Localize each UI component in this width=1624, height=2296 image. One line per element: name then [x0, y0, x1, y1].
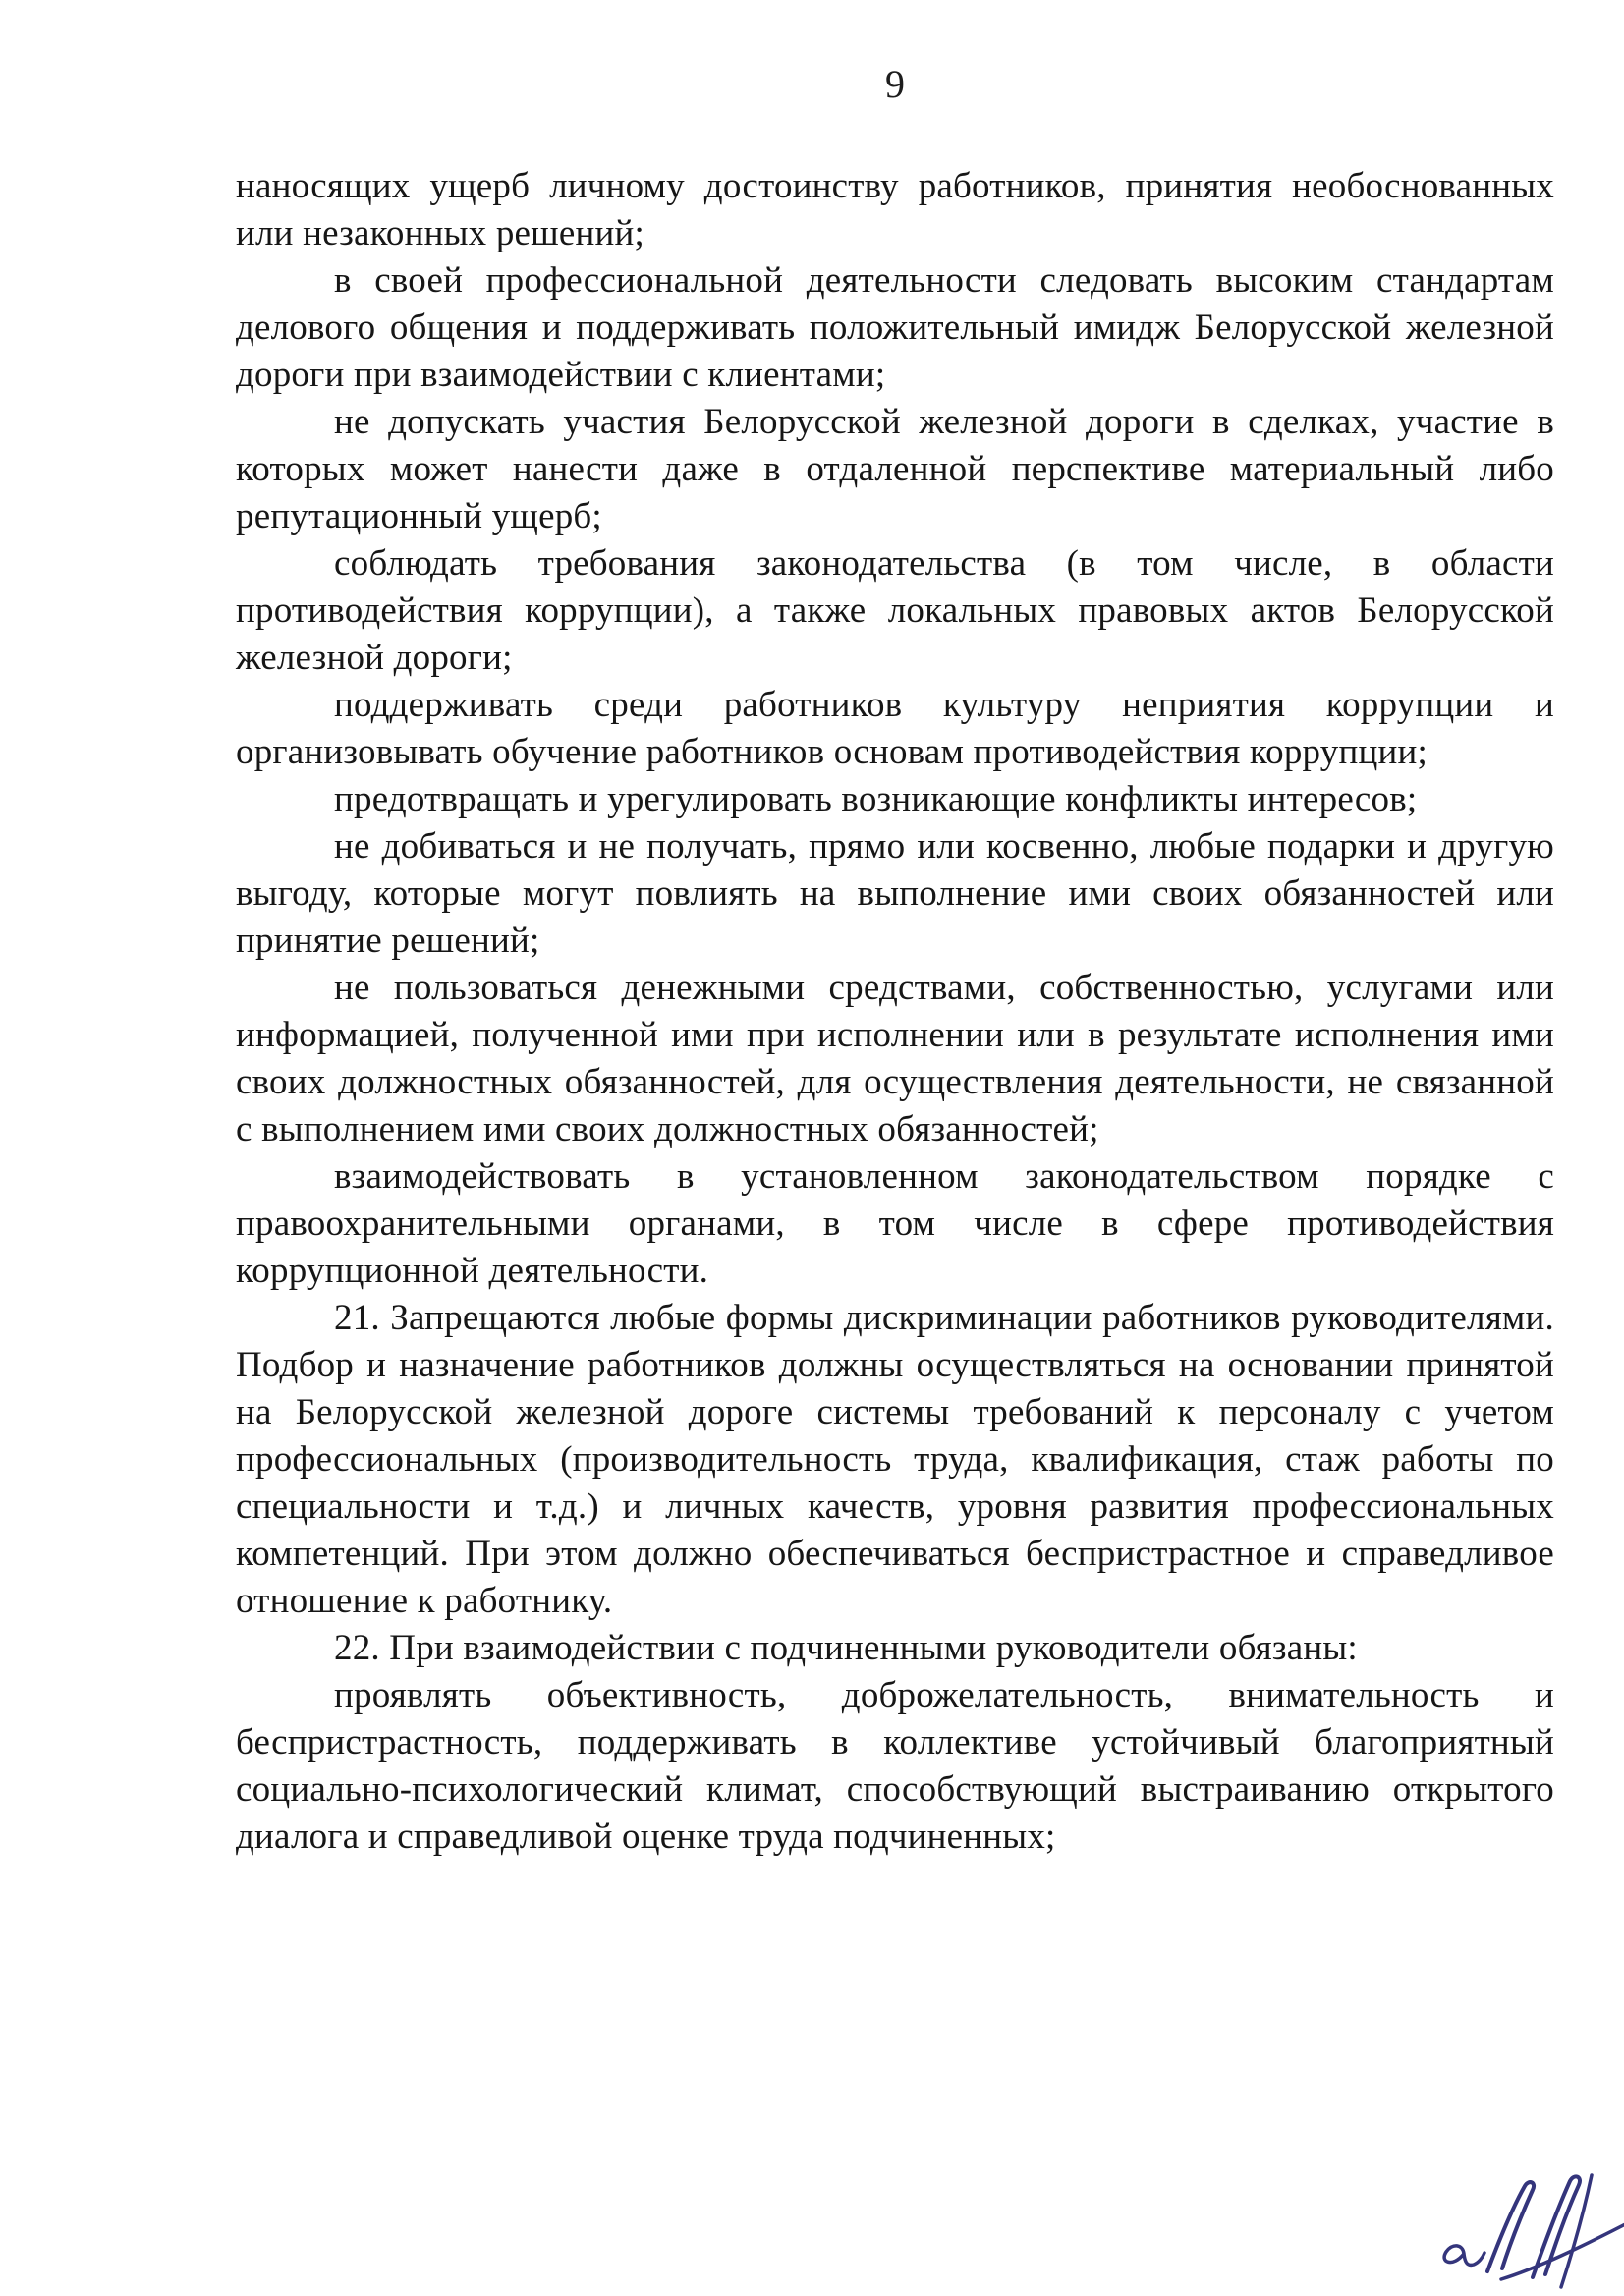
body-paragraph: 21. Запрещаются любые формы дискриминации работников руководителями. Подбор и назначение работников должны осуществляться на основании принятой на Белорусской железной дороге системы требований к персоналу с учетом профессиональных (производительность труда, квалификация, стаж работы по специальности и т.д.) и личных качеств, уровня развития профессиональных компетенций. При этом должно обеспечиваться беспристрастное и справедливое отношение к работнику. — [236, 1298, 1554, 1621]
body-paragraph: поддерживать среди работников культуру неприятия коррупции и организовывать обучение работников основам противодействия коррупции; — [236, 685, 1554, 772]
body-paragraph: наносящих ущерб личному достоинству работников, принятия необоснованных или незаконных решений; — [236, 166, 1554, 253]
body-paragraph: в своей профессиональной деятельности следовать высоким стандартам делового общения и поддерживать положительный имидж Белорусской железной дороги при взаимодействии с клиентами; — [236, 260, 1554, 395]
document-body — [236, 163, 1554, 1861]
body-paragraph: не допускать участия Белорусской железной дороги в сделках, участие в которых может нанести даже в отдаленной перспективе материальный либо репутационный ущерб; — [236, 402, 1554, 536]
body-paragraph: 22. При взаимодействии с подчиненными руководители обязаны: — [334, 1628, 1358, 1668]
body-paragraph: предотвращать и урегулировать возникающие конфликты интересов; — [334, 779, 1418, 819]
page-number: 9 — [885, 62, 905, 106]
body-paragraph: соблюдать требования законодательства (в том числе, в области противодействия коррупции), а также локальных правовых актов Белорусской железной дороги; — [236, 543, 1554, 678]
handwritten-signature-icon — [1442, 2169, 1624, 2292]
body-paragraph: проявлять объективность, доброжелательность, внимательность и беспристрастность, поддерживать в коллективе устойчивый благоприятный социально-психологический климат, способствующий выстраиванию открытого диалога и справедливой оценке труда подчиненных; — [236, 1675, 1554, 1857]
signature-svg — [1442, 2169, 1624, 2292]
body-paragraph: взаимодействовать в установленном законодательством порядке с правоохранительными органами, в том числе в сфере противодействия коррупционной деятельности. — [236, 1156, 1554, 1291]
body-paragraph: не пользоваться денежными средствами, собственностью, услугами или информацией, полученной ими при исполнении или в результате исполнения ими своих должностных обязанностей, для осуществления деятельности, не связанной с выполнением ими своих должностных обязанностей; — [236, 968, 1554, 1149]
body-paragraph: не добиваться и не получать, прямо или косвенно, любые подарки и другую выгоду, которые могут повлиять на выполнение ими своих обязанностей или принятие решений; — [236, 826, 1554, 961]
